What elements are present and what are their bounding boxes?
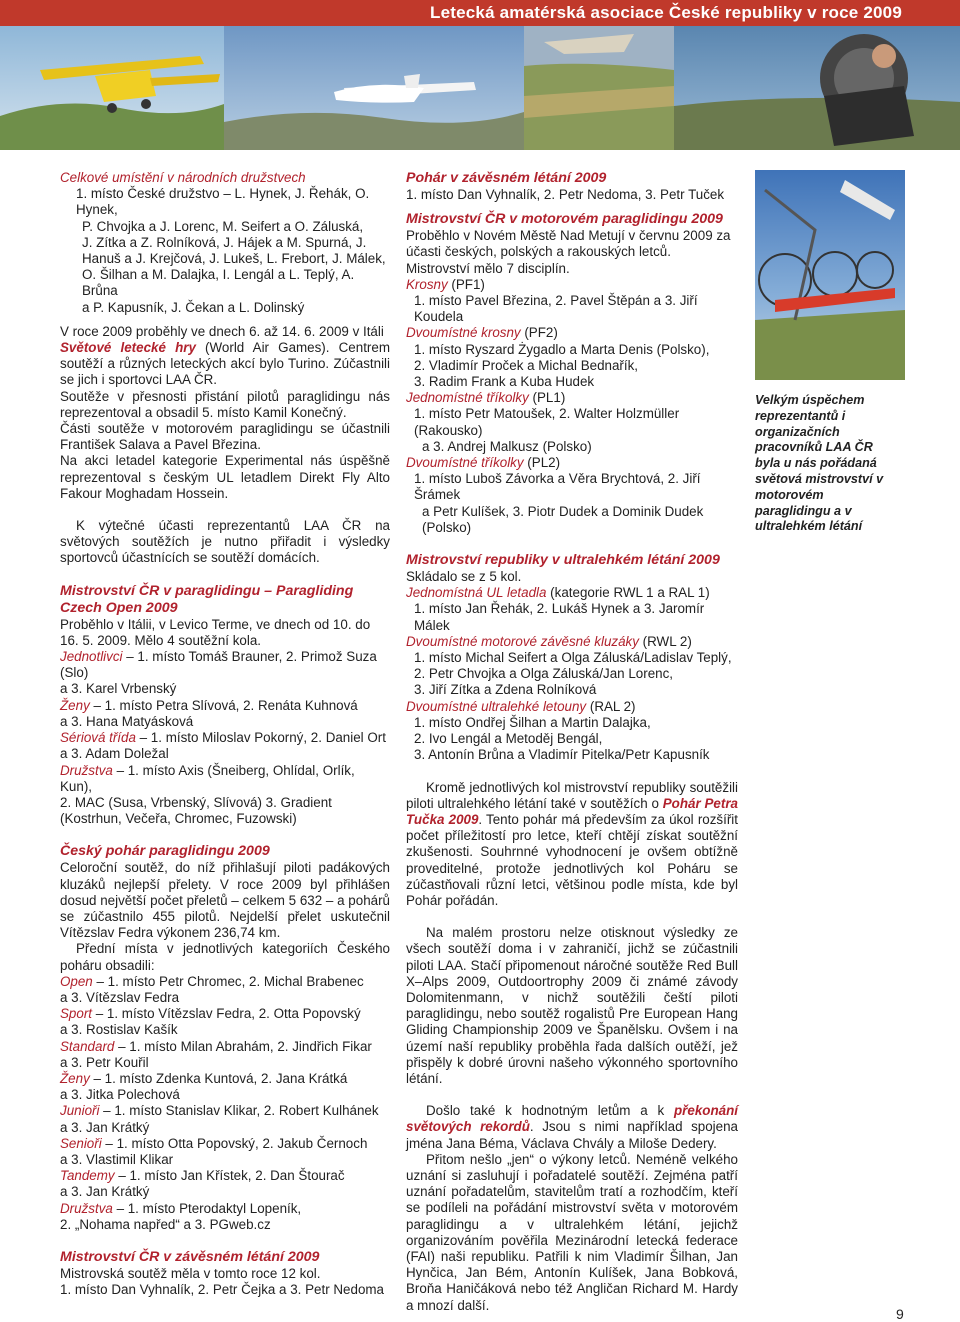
text-segment: (World Air Games). Centrem soutěží a různých leteckých akcí bylo Turino. Zúčastnili se jich i sportovci LAA ČR. (60, 340, 390, 388)
discipline-name: Jednomístná UL letadla (406, 585, 547, 601)
discipline-row (406, 699, 738, 715)
heading-paragliding-open: Mistrovství ČR v paraglidingu – Paragliding Czech Open 2009 (60, 582, 354, 616)
result-continuation: a 3. Petr Kouřil (60, 1054, 149, 1070)
paragliding-results (60, 649, 390, 827)
paragraph-world-games (60, 324, 390, 389)
result-category: Tandemy (60, 1168, 115, 1184)
discipline-line: 2. Ivo Lengál a Metoděj Bengál, (414, 731, 603, 747)
nations-line: O. Šilhan a M. Dalajka, I. Lengál a L. Teplý, A. Brůna (82, 267, 355, 299)
discipline-code: (kategorie RWL 1 a RAL 1) (546, 585, 710, 601)
discipline-name: Dvoumístné ultralehké letouny (406, 698, 587, 714)
result-continuation: a 3. Karel Vrbenský (60, 681, 177, 697)
discipline-line: 1. místo Petr Matoušek, 2. Walter Holzmüller (Rakousko) (414, 406, 680, 438)
heading-ppg-championship: Mistrovství ČR v motorovém paraglidingu 2009 (406, 211, 723, 228)
result-continuation: a 3. Jitka Polechová (60, 1087, 180, 1103)
discipline-row (406, 390, 738, 406)
discipline-line: 1. místo Luboš Závorka a Věra Brychtová, 2. Jiří Šrámek (414, 471, 701, 503)
paragraph-ppg-intro: Proběhlo v Novém Městě Nad Metují v červnu 2009 za účasti českých, polských a rakouských letců. Mistrovství mělo 7 disciplín. (406, 228, 731, 276)
result-category: Standard (60, 1038, 115, 1054)
result-text: – 1. místo Vítězslav Fedra, 2. Otta Popovský (92, 1006, 361, 1022)
discipline-code: (RWL 2) (638, 633, 692, 649)
paragraph-ul-intro: Skládalo se z 5 kol. (406, 569, 522, 585)
result-category: Ženy (60, 1070, 90, 1086)
paragraph-experimental: Na akci letadel kategorie Experimental nás úspěšně reprezentoval s českým UL letadlem Direkt Fly Alto Fakour Moghadam Hossein. (60, 453, 390, 501)
result-category: Družstva (60, 762, 113, 778)
text-segment: Kromě jednotlivých kol mistrovství republiky soutěžili piloti ultralehkého létání také v soutěžích o (406, 779, 738, 811)
discipline-line: 1. místo Ryszard Żygadlo a Marta Denis (Polsko), (414, 341, 710, 357)
highlight-world-records: překonání světových rekordů (406, 1103, 738, 1135)
discipline-line: 1. místo Ondřej Šilhan a Martin Dalajka, (414, 714, 651, 730)
result-continuation: 2. MAC (Susa, Vrbenský, Slívová) 3. Gradient (Kostrhun, Večeřa, Chromec, Fuzowski) (60, 794, 332, 827)
result-continuation: a 3. Adam Doležal (60, 746, 169, 762)
heading-hang-gliding: Mistrovství ČR v závěsném létání 2009 (60, 1248, 320, 1265)
result-continuation: a 3. Vlastimil Klikar (60, 1151, 174, 1167)
text-segment: Došlo také k hodnotným letům a k (426, 1103, 674, 1119)
photo-caption: Velkým úspěchem reprezentantů i organizačních pracovníků LAA ČR byla u nás pořádaná světová mistrovství v motorovém paraglidingu a v ultralehkém létání (755, 393, 884, 534)
discipline-line: a Petr Kulíšek, 3. Piotr Dudek a Dominik Dudek (Polsko) (422, 503, 704, 535)
nations-line: 1. místo České družstvo – L. Hynek, J. Řehák, O. Hynek, (76, 186, 370, 218)
result-row (60, 730, 390, 762)
discipline-name: Krosny (406, 276, 448, 292)
discipline-name: Dvoumístné motorové závěsné kluzáky (406, 633, 639, 649)
result-text: – 1. místo Petra Slívová, 2. Renáta Kuhnová (89, 697, 358, 713)
result-category: Junioři (60, 1103, 100, 1119)
discipline-code: (PF2) (520, 325, 558, 341)
discipline-line: 1. místo Jan Řehák, 2. Lukáš Hynek a 3. Jaromír Málek (414, 601, 705, 633)
photo-yellow-plane (0, 26, 224, 150)
result-text: – 1. místo Axis (Šneiberg, Ohlídal, Orlík, Kun), (60, 762, 355, 794)
discipline-code: (PL1) (528, 390, 566, 406)
nations-line: Hanuš a J. Krejčová, J. Lukeš, L. Frebort, J. Málek, (82, 251, 386, 267)
result-category: Senioři (60, 1135, 102, 1151)
discipline-row (406, 325, 738, 341)
column-left (60, 170, 390, 1298)
paragraph-hang-intro: Mistrovská soutěž měla v tomto roce 12 kol. (60, 1265, 321, 1281)
result-category: Sériová třída (60, 730, 136, 746)
paragraph-domestic: K výtečné účasti reprezentantů LAA ČR na světových soutěžích je nutno přiřadit i výsledky sportovců účastnících se soutěží domácích. (60, 518, 390, 566)
result-text: – 1. místo Otta Popovský, 2. Jakub Černoch (101, 1135, 368, 1151)
paragraph-landing-precision: Soutěže v přesnosti přistání pilotů paraglidingu nás reprezentoval a obsadil 5. místo Kamil Konečný. (60, 388, 390, 420)
result-row (60, 1006, 390, 1038)
result-continuation: a 3. Vítězslav Fedra (60, 989, 180, 1005)
paragraph-organizers: Přitom nešlo „jen“ o výkony letců. Neméně velkého uznání si zasluhují i pořadatelé soutěží. Zejména patří uznání pořadatelům, stavitelům tratí a rozhodčím, kteří se podíleli na pořádání mistrovství světa v motorovém paraglidingu a v ultralehkém létání, jejichž organizováním pověřila Mezinárodní letecká federace (FAI) naši republiku. Patřili k nim Vladimír Šilhan, Jan Hynčica, Jan Bém, Antonín Kulíšek, Jana Bobková, Broňa Haničáková nebo též Angličan Richard M. Hardy a mnozí další. (406, 1151, 738, 1313)
paragraph-records (406, 1103, 738, 1152)
result-continuation: 2. „Nohama napřed“ a 3. PGweb.cz (60, 1216, 271, 1232)
paragraph-cup-intro: Celoroční soutěž, do níž přihlašují piloti padákových kluzáků nejlepší přelety. V roce 2009 byl přihlášen dosud největší počet přeletů – celkem 5 632 – a pohárů se zúčastnilo 455 pilotů. Nejdelší přelet uskutečnil Vítězslav Fedra výkonem 236,74 km. (60, 860, 390, 941)
paragraph-paragliding-intro: Proběhlo v Itálii, v Levico Terme, ve dnech od 10. do 16. 5. 2009. Mělo 4 soutěžní kola. (60, 616, 371, 648)
paragraph-other-competitions: Na malém prostoru nelze otisknout výsledky ze všech soutěží doma i v zahraničí, jichž se zúčastnili piloti LAA. Stačí připomenout náročné soutěže Red Bull X–Alps 2009, Outdoortrophy 2009 či známé závody Dolomitenmann, v nichž soutěžili čeští piloti paraglidingu, nebo soutěž rogalistů Pre European Hang Gliding Championship 2009 ve Španělsku. Ovšem i na území naší republiky proběhla řada dalších outěží, jež přispěly k dobré úrovni našeho výkonného sportovního létání. (406, 925, 738, 1086)
result-category: Ženy (60, 697, 90, 713)
photo-paramotor-pilot (674, 26, 960, 150)
result-category: Jednotlivci (60, 649, 123, 665)
result-row (60, 1071, 390, 1103)
result-continuation: a 3. Jan Krátký (60, 1184, 150, 1200)
result-row (60, 1168, 390, 1200)
discipline-code: (PF1) (447, 276, 485, 292)
photo-white-plane (224, 26, 524, 150)
nations-line: P. Chvojka a J. Lorenc, M. Seifert a O. Záluská, (82, 218, 364, 234)
discipline-row (406, 634, 738, 650)
result-row (60, 1039, 390, 1071)
result-category: Sport (60, 1006, 93, 1022)
result-row (60, 763, 390, 828)
heading-nations: Celkové umístění v národních družstvech (60, 170, 306, 185)
discipline-line: 2. Petr Chvojka a Olga Záluská/Jan Lorenc, (414, 666, 674, 682)
text-segment: . Tento pohár má především za úkol rozšířit počet příležitostí pro letce, kteří chtějí získat soutěžní zkušenosti. Souhrnné vyhodnocení je ovšem obtížně proveditelné, protože jednotlivých kol Poháru se zúčastňovali různí letci, většinou podle místa, kde byl Pohár pořádán. (406, 811, 738, 908)
result-text: – 1. místo Tomáš Brauner, 2. Primož Suza (Slo) (60, 649, 377, 681)
cup-results (60, 974, 390, 1233)
result-row (60, 1103, 390, 1135)
discipline-line: 3. Antonín Brůna a Vladimír Pitelka/Petr Kapusník (414, 747, 710, 763)
discipline-row (406, 277, 738, 293)
page-title: Letecká amatérská asociace České republiky v roce 2009 (430, 3, 902, 22)
nations-line: a P. Kapusník, J. Čekan a L. Dolinský (82, 299, 305, 315)
heading-czech-cup: Český pohár paraglidingu 2009 (60, 843, 270, 860)
page-number: 9 (896, 1306, 904, 1322)
paragraph-cup-winners: Přední místa v jednotlivých kategoriích Českého poháru obsadili: (60, 941, 390, 973)
result-row (60, 649, 390, 698)
paragraph-hang-cup-results: 1. místo Dan Vyhnalík, 2. Petr Nedoma, 3. Petr Tuček (406, 187, 725, 202)
discipline-code: (PL2) (523, 455, 561, 471)
result-text: – 1. místo Jan Křístek, 2. Dan Štourač (114, 1168, 345, 1184)
photo-strip (0, 26, 960, 150)
paragraph-hang-results: 1. místo Dan Vyhnalík, 2. Petr Čejka a 3. Petr Nedoma (60, 1282, 385, 1298)
discipline-name: Dvoumístné krosny (406, 325, 521, 341)
nations-list (60, 186, 390, 316)
highlight-world-air-games: Světové letecké hry (60, 340, 196, 356)
paragraph-tucek-cup (406, 780, 738, 910)
photo-trikes-lineup (755, 170, 905, 380)
discipline-name: Jednomístné tříkolky (406, 390, 529, 406)
heading-hang-cup: Pohár v závěsném létání 2009 (406, 170, 607, 186)
result-row (60, 974, 390, 1006)
result-row (60, 1136, 390, 1168)
ppg-results (406, 277, 738, 536)
discipline-row (406, 455, 738, 471)
text-segment: . Jsou s nimi například spojena jména Jana Béma, Václava Chvály a Miloše Dedery. (406, 1119, 738, 1151)
result-row (60, 698, 390, 730)
text-segment: V roce 2009 proběhly ve dnech 6. až 14. 6. 2009 v Itáli (60, 323, 384, 339)
result-row (60, 1201, 390, 1233)
result-text: – 1. místo Zdenka Kuntová, 2. Jana Krátká (89, 1070, 348, 1086)
nations-line: J. Zítka a Z. Rolníková, J. Hájek a M. Spurná, J. (82, 234, 367, 250)
result-text: – 1. místo Pterodaktyl Lopeník, (112, 1200, 302, 1216)
discipline-line: 1. místo Pavel Březina, 2. Pavel Štěpán a 3. Jiří Koudela (414, 293, 698, 325)
discipline-code: (RAL 2) (586, 698, 636, 714)
heading-ul-championship: Mistrovství republiky v ultralehkém létání 2009 (406, 552, 720, 569)
discipline-line: a 3. Andrej Malkusz (Polsko) (422, 438, 592, 454)
column-middle (406, 170, 738, 1314)
discipline-line: 1. místo Michal Seifert a Olga Záluská/Ladislav Teplý, (414, 650, 732, 666)
discipline-line: 3. Jiří Zítka a Zdena Rolníková (414, 682, 597, 698)
photo-trike-landscape (524, 26, 674, 150)
result-text: – 1. místo Miloslav Pokorný, 2. Daniel Ort (135, 730, 386, 746)
result-category: Družstva (60, 1200, 113, 1216)
discipline-line: 2. Vladimír Proček a Michal Bednařík, (414, 357, 639, 373)
highlight-tucek-cup: Pohár Petra Tučka 2009 (406, 795, 738, 827)
discipline-row (406, 585, 738, 601)
result-continuation: a 3. Hana Matyásková (60, 713, 194, 729)
page-header (0, 0, 960, 26)
discipline-line: 3. Radim Frank a Kuba Hudek (414, 374, 595, 390)
result-category: Open (60, 973, 93, 989)
result-continuation: a 3. Jan Krátký (60, 1119, 150, 1135)
result-text: – 1. místo Stanislav Klikar, 2. Robert Kulhánek (99, 1103, 379, 1119)
result-continuation: a 3. Rostislav Kašík (60, 1022, 178, 1038)
discipline-name: Dvoumístné tříkolky (406, 455, 524, 471)
ul-results (406, 585, 738, 763)
result-text: – 1. místo Milan Abrahám, 2. Jindřich Fikar (114, 1038, 372, 1054)
paragraph-ppg-participants: Části soutěže v motorovém paraglidingu se účastnili František Salava a Pavel Březina. (60, 421, 390, 453)
result-text: – 1. místo Petr Chromec, 2. Michal Brabenec (92, 973, 364, 989)
